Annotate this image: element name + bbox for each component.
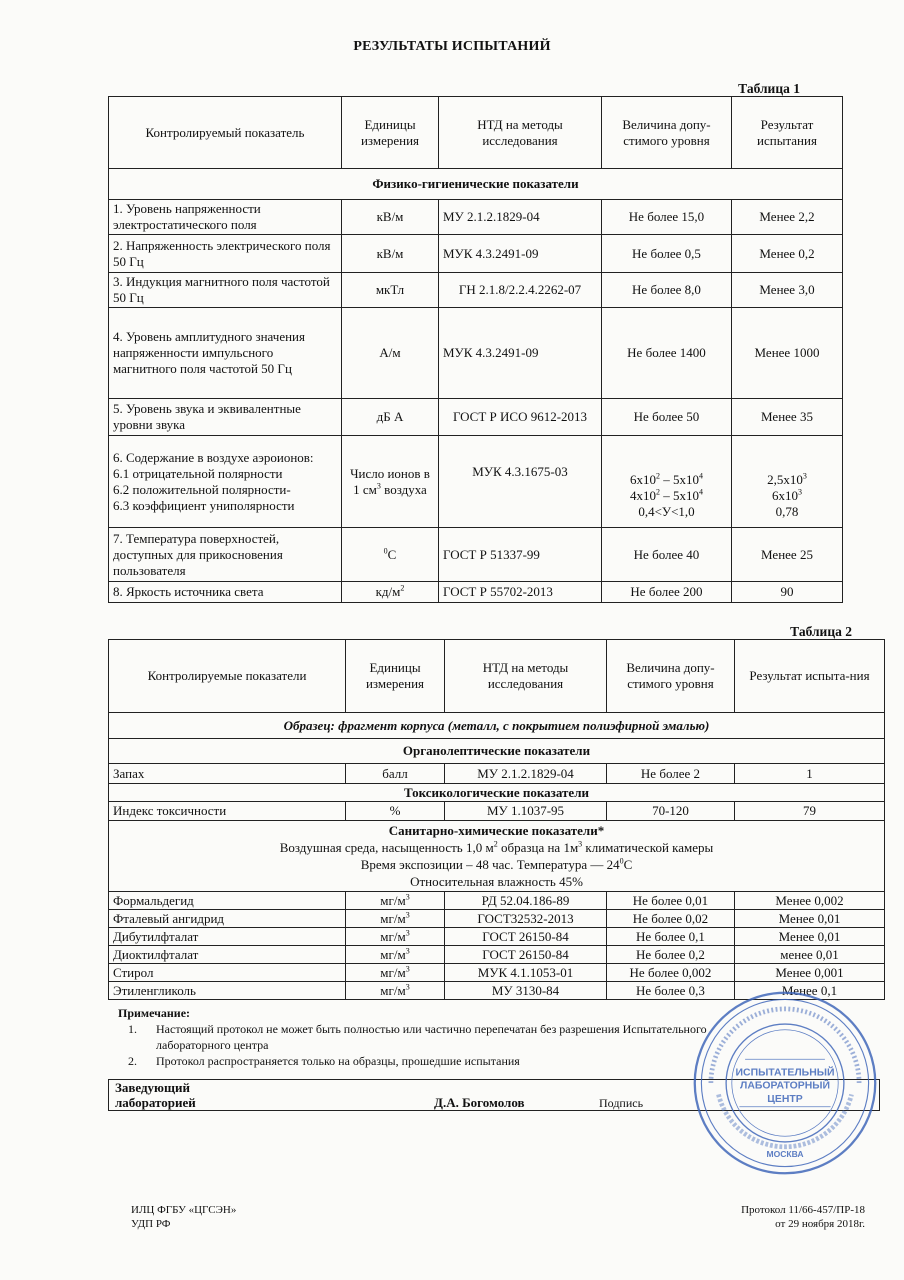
indicator-name: Запах: [109, 764, 346, 784]
limit: Не более 1400: [602, 308, 732, 399]
header-method: НТД на методы исследования: [445, 640, 607, 713]
chem-text: Воздушная среда, насыщенность 1,0 м: [279, 840, 494, 855]
method: МУК 4.3.1675-03: [439, 436, 602, 528]
section-physical: Физико-гигиенические показатели: [109, 169, 843, 200]
unit-sup: 3: [405, 928, 410, 938]
result: Менее 0,01: [735, 910, 885, 928]
aeroion-coefficient: 6.3 коэффициент униполярности: [113, 497, 295, 513]
limit: [602, 436, 732, 528]
unit: %: [346, 802, 445, 821]
indicator-name: Индекс токсичности: [109, 802, 346, 821]
stamp-text: ЦЕНТР: [767, 1094, 803, 1105]
result: Менее 3,0: [732, 273, 843, 308]
unit-sup: 3: [405, 964, 410, 974]
note-text: лабораторного центра: [156, 1038, 269, 1052]
table-row: [109, 235, 843, 273]
limit: Не более 50: [602, 399, 732, 436]
indicator-name: Формальдегид: [109, 892, 346, 910]
signatory-name: Д.А. Богомолов: [434, 1095, 525, 1110]
method: МУК 4.3.2491-09: [439, 235, 602, 273]
unit: [346, 928, 445, 946]
sample-description: Образец: фрагмент корпуса (металл, с покрытием полиэфирной эмалью): [109, 713, 885, 739]
unit-sup: 2: [400, 583, 405, 593]
chem-condition-air: [113, 839, 880, 856]
indicator-name: Дибутилфталат: [109, 928, 346, 946]
section-row: [109, 784, 885, 802]
indicator-name: Стирол: [109, 964, 346, 982]
unit-tail: воздуха: [380, 481, 427, 497]
note-text: Протокол распространяется только на образцы, прошедшие испытания: [156, 1054, 520, 1068]
footer-protocol: Протокол 11/66-457/ПР-18: [741, 1204, 865, 1216]
chem-text: климатической камеры: [582, 840, 714, 855]
limit: Не более 2: [607, 764, 735, 784]
header-indicator: Контролируемые показатели: [109, 640, 346, 713]
section-row: [109, 739, 885, 764]
method: МУК 4.1.1053-01: [445, 964, 607, 982]
result: 1: [735, 764, 885, 784]
aeroion-positive: 6.2 положительной полярности-: [113, 481, 291, 497]
result: Менее 0,1: [735, 982, 885, 1000]
limit: Не более 15,0: [602, 200, 732, 235]
result-coefficient: 0,78: [775, 504, 799, 519]
note-text: Настоящий протокол не может быть полностью или частично перепечатан без разрешения Испытательного: [156, 1022, 707, 1036]
unit-text: мг/м: [380, 928, 406, 944]
limit-negative: [606, 472, 727, 488]
footer-left: [131, 1203, 236, 1231]
stamp-text: МОСКВА: [766, 1149, 804, 1160]
method: РД 52.04.186-89: [445, 892, 607, 910]
method: МУ 2.1.2.1829-04: [445, 764, 607, 784]
result: Менее 1000: [732, 308, 843, 399]
unit: [346, 910, 445, 928]
indicator-name: 1. Уровень напряженности электростатического поля: [109, 200, 342, 235]
limit-part: 4х10: [630, 488, 656, 503]
table-row: [109, 946, 885, 964]
unit-text: Число ионов в 1 см: [350, 465, 430, 497]
chem-sup: 0: [619, 856, 624, 866]
official-stamp: [690, 988, 880, 1178]
result: Менее 25: [732, 528, 843, 582]
limit: Не более 0,01: [607, 892, 735, 910]
chem-condition-exposure: [113, 856, 880, 873]
note-number: 2.: [128, 1054, 137, 1068]
unit-text: мг/м: [380, 964, 406, 980]
role-line: Заведующий: [115, 1080, 190, 1095]
result: Менее 0,01: [735, 928, 885, 946]
table1-header-row: [109, 97, 843, 169]
notes-title: Примечание:: [118, 1006, 191, 1020]
table-row: [109, 928, 885, 946]
result-sup: 3: [798, 487, 802, 497]
unit-sup: 3: [405, 910, 410, 920]
method: ГОСТ Р 55702-2013: [439, 582, 602, 603]
method: ГОСТ32532-2013: [445, 910, 607, 928]
header-limit: Величина допу-стимого уровня: [602, 97, 732, 169]
stamp-text: ИСПЫТАТЕЛЬНЫЙ: [735, 1067, 835, 1079]
unit: мкТл: [342, 273, 439, 308]
unit: [346, 982, 445, 1000]
unit-text: мг/м: [380, 892, 406, 908]
chem-sup: 3: [578, 839, 583, 849]
footer-right: [620, 1203, 865, 1231]
section-toxicological: Токсикологические показатели: [109, 784, 885, 802]
limit-sup: 4: [699, 487, 703, 497]
result: менее 0,01: [735, 946, 885, 964]
result-part: 6х10: [772, 488, 798, 503]
result-positive: [736, 488, 838, 504]
limit: Не более 200: [602, 582, 732, 603]
unit: дБ А: [342, 399, 439, 436]
unit-text: мг/м: [380, 982, 406, 998]
role-line: лабораторией: [115, 1095, 196, 1110]
table2: [108, 639, 885, 1000]
indicator-name: Этиленгликоль: [109, 982, 346, 1000]
unit: [346, 964, 445, 982]
table-row: [109, 200, 843, 235]
table-row: [109, 764, 885, 784]
method: МУК 4.3.2491-09: [439, 308, 602, 399]
unit: [346, 946, 445, 964]
footer-date: от 29 ноября 2018г.: [775, 1218, 865, 1230]
unit: [346, 892, 445, 910]
method: ГОСТ 26150-84: [445, 928, 607, 946]
stamp-text: ЛАБОРАТОРНЫЙ: [740, 1080, 830, 1092]
header-unit: Единицы измерения: [346, 640, 445, 713]
footer-org-sub: УДП РФ: [131, 1218, 171, 1230]
unit: [342, 436, 439, 528]
unit: балл: [346, 764, 445, 784]
table-row: [109, 273, 843, 308]
method: ГОСТ Р ИСО 9612-2013: [439, 399, 602, 436]
chem-condition-humidity: Относительная влажность 45%: [410, 874, 583, 889]
limit-sup: 4: [699, 471, 703, 481]
limit: Не более 8,0: [602, 273, 732, 308]
sample-row: [109, 713, 885, 739]
signature-role: [115, 1080, 196, 1110]
indicator-name: Фталевый ангидрид: [109, 910, 346, 928]
indicator-name: Диоктилфталат: [109, 946, 346, 964]
result: Менее 0,002: [735, 892, 885, 910]
section-organoleptic: Органолептические показатели: [109, 739, 885, 764]
unit: [342, 582, 439, 603]
indicator-name: 4. Уровень амплитудного значения напряженности импульсного магнитного поля частотой 50 Гц: [109, 308, 342, 399]
indicator-name: 7. Температура поверхностей, доступных для прикосновения пользователя: [109, 528, 342, 582]
limit: Не более 40: [602, 528, 732, 582]
limit-coefficient: 0,4<У<1,0: [638, 504, 695, 519]
method: МУ 2.1.2.1829-04: [439, 200, 602, 235]
limit: Не более 0,2: [607, 946, 735, 964]
limit: Не более 0,3: [607, 982, 735, 1000]
indicator-name: 2. Напряженность электрического поля 50 Гц: [109, 235, 342, 273]
method: МУ 1.1037-95: [445, 802, 607, 821]
table-row: [109, 910, 885, 928]
section-row: [109, 169, 843, 200]
table-row: [109, 436, 843, 528]
table-row: [109, 892, 885, 910]
limit: Не более 0,02: [607, 910, 735, 928]
section-chemical: [109, 821, 885, 892]
result-negative: [736, 472, 838, 488]
table1: [108, 96, 843, 603]
page-title: РЕЗУЛЬТАТЫ ИСПЫТАНИЙ: [353, 39, 551, 54]
table-row: [109, 399, 843, 436]
unit-sup: 3: [405, 946, 410, 956]
header-method: НТД на методы исследования: [439, 97, 602, 169]
unit: [342, 528, 439, 582]
table2-caption: Таблица 2: [790, 624, 852, 639]
indicator-name: 5. Уровень звука и эквивалентные уровни звука: [109, 399, 342, 436]
result: 79: [735, 802, 885, 821]
footer-org: ИЛЦ ФГБУ «ЦГСЭН»: [131, 1204, 237, 1216]
header-result: Результат испыта-ния: [735, 640, 885, 713]
limit-part: 6х10: [630, 472, 656, 487]
table2-header-row: [109, 640, 885, 713]
limit-part: – 5х10: [660, 472, 699, 487]
chem-text: образца на 1м: [497, 840, 579, 855]
indicator-name: 3. Индукция магнитного поля частотой 50 Гц: [109, 273, 342, 308]
unit-sup: 3: [376, 481, 381, 491]
unit-sup: 0: [383, 546, 388, 556]
unit: А/м: [342, 308, 439, 399]
method: ГОСТ 26150-84: [445, 946, 607, 964]
result-sup: 3: [802, 471, 807, 481]
unit-text: мг/м: [380, 946, 406, 962]
indicator-name: [109, 436, 342, 528]
unit-text: мг/м: [380, 910, 406, 926]
table-row: [109, 528, 843, 582]
result: Менее 0,001: [735, 964, 885, 982]
unit-sup: 3: [405, 892, 410, 902]
limit-part: – 5х10: [660, 488, 699, 503]
limit-positive: [606, 488, 727, 504]
table-row: [109, 964, 885, 982]
header-result: Результат испытания: [732, 97, 843, 169]
header-indicator: Контролируемый показатель: [109, 97, 342, 169]
result: Менее 2,2: [732, 200, 843, 235]
table-row: [109, 802, 885, 821]
unit-sup: 3: [405, 982, 410, 992]
result: Менее 35: [732, 399, 843, 436]
limit: Не более 0,002: [607, 964, 735, 982]
unit: кВ/м: [342, 200, 439, 235]
result-part: 2,5х10: [767, 472, 803, 487]
table-row: [109, 582, 843, 603]
limit-sup: 2: [656, 487, 660, 497]
result: Менее 0,2: [732, 235, 843, 273]
unit-text: С: [387, 546, 397, 562]
section-row: [109, 821, 885, 892]
indicator-name: 8. Яркость источника света: [109, 582, 342, 603]
limit: Не более 0,5: [602, 235, 732, 273]
table1-caption: Таблица 1: [738, 81, 800, 96]
aeroion-title: 6. Содержание в воздухе аэроионов:: [113, 449, 314, 465]
header-unit: Единицы измерения: [342, 97, 439, 169]
table-row: [109, 308, 843, 399]
limit-sup: 2: [656, 471, 660, 481]
section-chemical-title: Санитарно-химические показатели*: [388, 823, 605, 838]
chem-text: Время экспозиции – 48 час. Температура — 24: [360, 857, 620, 872]
result: [732, 436, 843, 528]
result: 90: [732, 582, 843, 603]
method: ГОСТ Р 51337-99: [439, 528, 602, 582]
aeroion-negative: 6.1 отрицательной полярности: [113, 465, 283, 481]
unit: кВ/м: [342, 235, 439, 273]
signature-label: Подпись: [599, 1096, 644, 1110]
method: ГН 2.1.8/2.2.4.2262-07: [439, 273, 602, 308]
header-limit: Величина допу-стимого уровня: [607, 640, 735, 713]
note-number: 1.: [128, 1022, 137, 1036]
method: МУ 3130-84: [445, 982, 607, 1000]
limit: Не более 0,1: [607, 928, 735, 946]
limit: 70-120: [607, 802, 735, 821]
unit-text: кд/м: [375, 584, 401, 599]
chem-sup: 2: [493, 839, 498, 849]
chem-text: С: [623, 857, 633, 872]
